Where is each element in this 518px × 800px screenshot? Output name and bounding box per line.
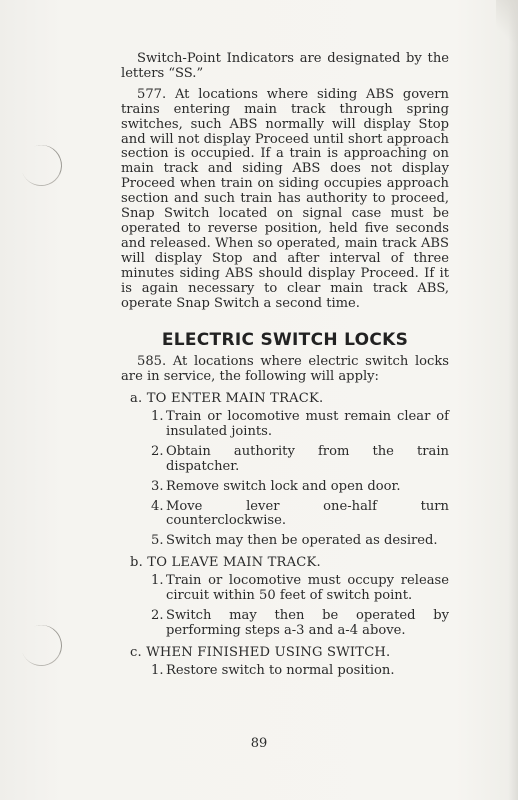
item-number: 5. [151, 533, 164, 549]
binder-hole-top [15, 139, 68, 192]
item-text: Move lever one-half turn counterclockwise. [166, 498, 449, 529]
item-number: 1. [151, 573, 164, 589]
section-b-label: b. TO LEAVE MAIN TRACK. [130, 555, 321, 571]
page-corner-curl [496, 0, 518, 60]
section-a [121, 392, 449, 549]
item-text: Train or locomotive must remain clear of insulated joints. [166, 409, 449, 439]
item-text: Restore switch to normal position. [166, 662, 395, 678]
list-item [151, 480, 449, 495]
list-item [151, 534, 449, 549]
section-b [121, 556, 449, 639]
section-c [121, 646, 449, 679]
list-item [151, 410, 449, 440]
section-heading: ELECTRIC SWITCH LOCKS [161, 330, 409, 351]
item-text: Remove switch lock and open door. [166, 478, 401, 494]
rule-577-paragraph: 577. At locations where siding ABS govern trains entering main track through spring switches, such ABS normally will display Stop and will not display Proceed until short approach section is occupied. If a train is approaching on main track and siding ABS does not display Proceed when train on siding occupies approach section and such train has authority to proceed, Snap Switch located on signal case must be operated to reverse position, held five seconds and released. When so operated, main track ABS will display Stop and after interval of three minutes siding ABS should display Proceed. If it is again necessary to clear main track ABS, operate Snap Switch a second time. [121, 86, 449, 311]
rule-585-paragraph: 585. At locations where electric switch locks are in service, the following will apply: [121, 354, 449, 385]
list-item [151, 445, 449, 475]
item-number: 4. [151, 498, 164, 514]
list-item [151, 500, 449, 530]
item-number: 2. [151, 608, 164, 623]
binder-hole-bottom [15, 619, 68, 672]
item-text: Train or locomotive must occupy release circuit within 50 feet of switch point. [166, 573, 449, 604]
item-number: 1. [151, 409, 164, 425]
list-item [151, 609, 449, 639]
item-text: Switch may then be operated as desired. [166, 533, 438, 549]
intro-paragraph: Switch-Point Indicators are designated by the letters “SS.” [121, 51, 449, 81]
list-item [151, 664, 449, 679]
page-number: 89 [250, 736, 268, 751]
item-text: Switch may then be operated by performing steps a-3 and a-4 above. [166, 608, 449, 638]
page-edge-shadow [508, 0, 518, 800]
section-c-label: c. WHEN FINISHED USING SWITCH. [130, 644, 391, 660]
page-content [121, 52, 449, 684]
item-text: Obtain authority from the train dispatcher. [166, 443, 449, 474]
list-item [151, 574, 449, 604]
item-number: 2. [151, 443, 164, 459]
section-a-label: a. TO ENTER MAIN TRACK. [130, 391, 324, 407]
item-number: 3. [151, 478, 164, 494]
item-number: 1. [151, 662, 164, 678]
